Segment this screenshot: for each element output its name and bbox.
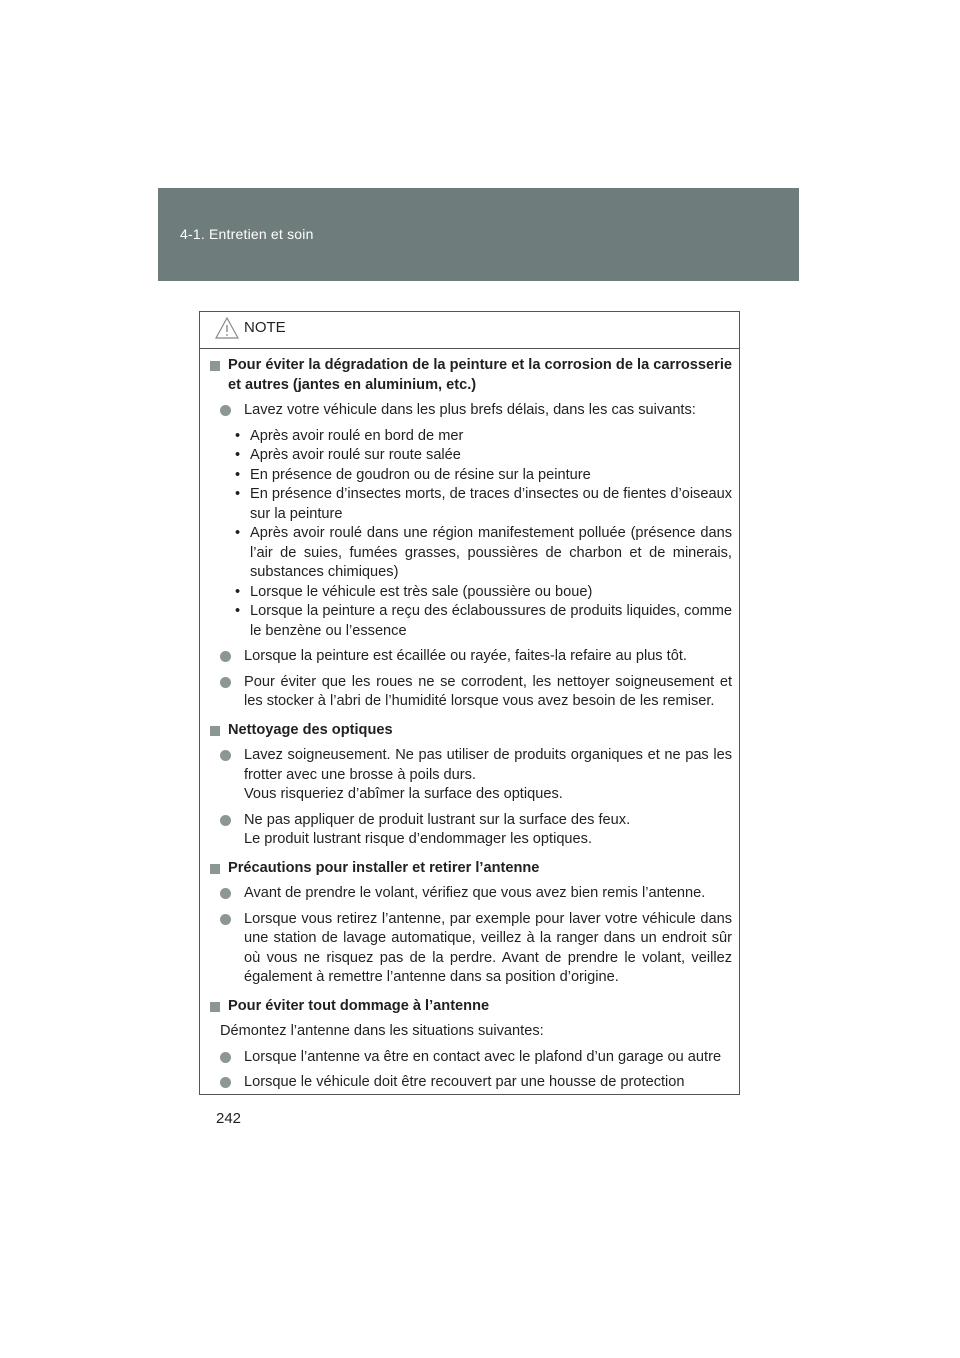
circle-bullet-icon [220,405,231,416]
square-bullet-icon [210,1002,220,1012]
section-heading: Précautions pour installer et retirer l’antenne [210,859,732,879]
note-header [200,312,739,349]
section-heading: Pour éviter la dégradation de la peinture et la corrosion de la carrosserie et autres (jantes en aluminium, etc.) [210,356,732,395]
circle-bullet-icon [220,888,231,899]
chapter-title: 4-1. Entretien et soin [180,226,314,242]
note-body [210,356,732,1093]
circle-bullet-icon [220,651,231,662]
square-bullet-icon [210,726,220,736]
note-box [199,311,740,1095]
sub-item: • Après avoir roulé en bord de mer [235,427,464,444]
chapter-header-band [158,188,799,281]
circle-bullet-icon [220,1077,231,1088]
bullet-item: Lorsque le véhicule doit être recouvert par une housse de protection [220,1073,732,1093]
sub-item: • En présence d’insectes morts, de traces d’insectes ou de fientes d’oiseaux sur la peinture [235,486,732,522]
sub-item: • En présence de goudron ou de résine sur la peinture [235,466,591,483]
bullet-item: Avant de prendre le volant, vérifiez que vous avez bien remis l’antenne. [220,884,732,904]
section-heading: Pour éviter tout dommage à l’antenne [210,997,732,1017]
circle-bullet-icon [220,750,231,761]
circle-bullet-icon [220,914,231,925]
section-heading: Nettoyage des optiques [210,721,732,741]
bullet-item: Lorsque la peinture est écaillée ou rayée, faites-la refaire au plus tôt. [220,647,732,667]
bullet-item: Pour éviter que les roues ne se corrodent, les nettoyer soigneusement et les stocker à l’abri de l’humidité lorsque vous avez besoin de les remiser. [220,673,732,712]
bullet-item: Lorsque l’antenne va être en contact avec le plafond d’un garage ou autre [220,1048,732,1068]
bullet-item: Lavez soigneusement. Ne pas utiliser de produits organiques et ne pas les frotter avec une brosse à poils durs. Vous risqueriez d’abîmer la surface des optiques. [220,746,732,805]
sub-item: • Après avoir roulé dans une région manifestement polluée (présence dans l’air de suies, fumées grasses, poussières de charbon et de minerais, substances chimiques) [235,525,732,580]
sub-item: • Lorsque la peinture a reçu des éclaboussures de produits liquides, comme le benzène ou l’essence [235,603,732,639]
sub-item: • Lorsque le véhicule est très sale (poussière ou boue) [235,583,593,600]
bullet-item: Lorsque vous retirez l’antenne, par exemple pour laver votre véhicule dans une station de lavage automatique, veillez à la ranger dans un endroit sûr où vous ne risquez pas de la perdre. Avant de prendre le volant, veillez également à remettre l’antenne dans sa position d’origine. [220,910,732,988]
sub-item: • Après avoir roulé sur route salée [235,447,461,463]
bullet-item: Ne pas appliquer de produit lustrant sur la surface des feux. Le produit lustrant risque d’endommager les optiques. [220,811,732,850]
bullet-item: Lavez votre véhicule dans les plus brefs délais, dans les cas suivants: [220,401,732,421]
page-number: 242 [216,1110,242,1127]
circle-bullet-icon [220,815,231,826]
circle-bullet-icon [220,1052,231,1063]
warning-triangle-icon [215,317,239,339]
section-intro: Démontez l’antenne dans les situations suivantes: [220,1023,544,1039]
circle-bullet-icon [220,677,231,688]
note-title: NOTE [244,319,286,336]
square-bullet-icon [210,361,220,371]
square-bullet-icon [210,864,220,874]
